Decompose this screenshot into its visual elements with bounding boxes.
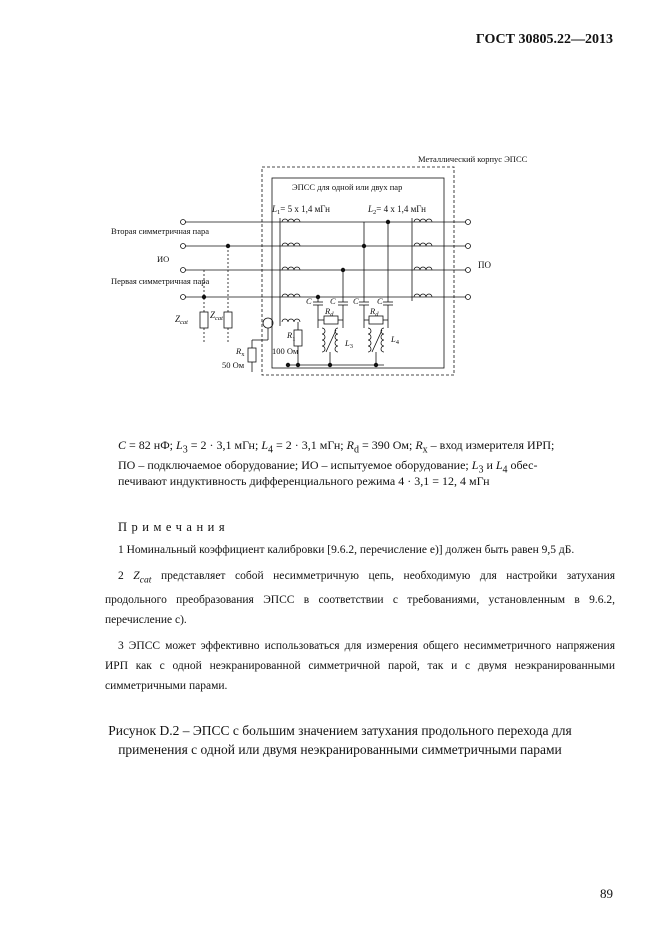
page-number: 89 — [600, 886, 613, 901]
terminal-po-2 — [466, 244, 471, 249]
junction-dot — [286, 363, 290, 367]
inductor-l4-a — [368, 328, 371, 352]
housing-outline — [262, 167, 454, 375]
c1-label: C — [306, 296, 312, 306]
junction-dot — [296, 363, 300, 367]
terminal-po-3 — [466, 268, 471, 273]
junction-dot — [374, 363, 378, 367]
po-label: ПО — [478, 260, 491, 270]
l2-label: $L_2= 4$ х 1,4 мГн — [368, 204, 426, 216]
l4-diagonal — [372, 330, 382, 352]
inductor-l1-3 — [282, 267, 300, 270]
legend-line-2: ПО – подключаемое оборудование; ИО – испытуемое оборудование; $L_3$ и $L_4$ обес- — [118, 458, 538, 476]
notes-block — [105, 540, 615, 702]
inner-box-label: ЭПСС для одной или двух пар — [292, 182, 403, 192]
note-3: 3 ЭПСС может эффективно использоваться для измерения общего несимметричного напряжения ИРП как с одной неэкранированной симметричной парой, так и с двумя неэкранированными симметричными парами. — [105, 640, 615, 693]
legend-line-1: C = 82 нФ; $L_3 = 2 \cdot 3,1$ мГн; $L_4 = 2 \cdot 3,1$ мГн; $R_d = 390$ Ом; $R_x$ – вход измерителя ИРП; — [118, 438, 555, 456]
inductor-l3-a — [322, 328, 325, 352]
inductor-l1-1 — [282, 219, 300, 222]
standard-number: ГОСТ 30805.22—2013 — [475, 32, 613, 47]
r1-value: 100 Ом — [272, 346, 299, 356]
junction-dot — [226, 244, 230, 248]
meter-input-circle — [263, 318, 273, 328]
rd2-label: $R_d$ — [370, 306, 379, 318]
note-2: 2 $Z_{cat}$ представляет собой несимметричную цепь, необходимую для настройки затухания продольного преобразования ЭПСС в соответствии с требованиями, установленным в 9.6.2, перечисление с). — [105, 570, 616, 627]
zcat-resistor-b — [224, 312, 232, 328]
io-label: ИО — [157, 254, 170, 264]
rx-label: $R_x$ — [236, 346, 245, 358]
zcat-a-label: $Z_{cat}$ — [175, 314, 188, 326]
c3-label: C — [353, 296, 359, 306]
rx-resistor — [248, 348, 256, 362]
inductor-l1-5 — [282, 319, 300, 322]
inductor-l2-3 — [414, 267, 432, 270]
terminal-pair1-a — [181, 268, 186, 273]
l3-diagonal — [326, 330, 336, 352]
junction-dot — [202, 295, 206, 299]
note-1: 1 Номинальный коэффициент калибровки [9.6.2, перечисление е)] должен быть равен 9,5 дБ. — [118, 544, 575, 556]
junction-dot — [386, 220, 390, 224]
circuit-diagram — [0, 0, 661, 420]
terminal-po-4 — [466, 295, 471, 300]
inductor-l1-4 — [282, 294, 300, 297]
notes-heading: Примечания — [118, 520, 230, 534]
junction-dot — [362, 244, 366, 248]
inductor-l2-4 — [414, 294, 432, 297]
figure-caption — [80, 721, 600, 759]
l3-label: $L_3$ — [345, 338, 353, 350]
legend-line-3: печивают индуктивность дифференциального режима 4 · 3,1 = 12, 4 мГн — [118, 474, 490, 488]
inductor-l2-1 — [414, 219, 432, 222]
junction-dot — [328, 363, 332, 367]
pair1-label: Первая симметричная пара — [111, 276, 210, 286]
c2-label: C — [330, 296, 336, 306]
terminal-pair2-a — [181, 220, 186, 225]
housing-label: Металлический корпус ЭПСС — [418, 154, 528, 164]
c4-label: C — [377, 296, 383, 306]
junction-dot — [316, 295, 320, 299]
zcat-b-label: $Z_{cat}$ — [210, 310, 223, 322]
caption-line-1: Рисунок D.2 – ЭПСС с большим значением затухания продольного перехода для — [108, 723, 572, 738]
rd1-label: $R_d$ — [325, 306, 334, 318]
l4-label: $L_4$ — [391, 334, 399, 346]
inductor-l1-2 — [282, 243, 300, 246]
terminal-pair1-b — [181, 295, 186, 300]
inductor-l2-2 — [414, 243, 432, 246]
rx-value: 50 Ом — [222, 360, 245, 370]
pair2-label: Вторая симметричная пара — [111, 226, 210, 236]
junction-dot — [341, 268, 345, 272]
zcat-resistor-a — [200, 312, 208, 328]
l1-label: $L_1= 5$ х 1,4 мГн — [272, 204, 330, 216]
caption-line-2: применения с одной или двумя неэкранированными симметричными парами — [118, 742, 562, 757]
r1-label: $R_1$ — [287, 330, 296, 343]
terminal-pair2-b — [181, 244, 186, 249]
terminal-po-1 — [466, 220, 471, 225]
